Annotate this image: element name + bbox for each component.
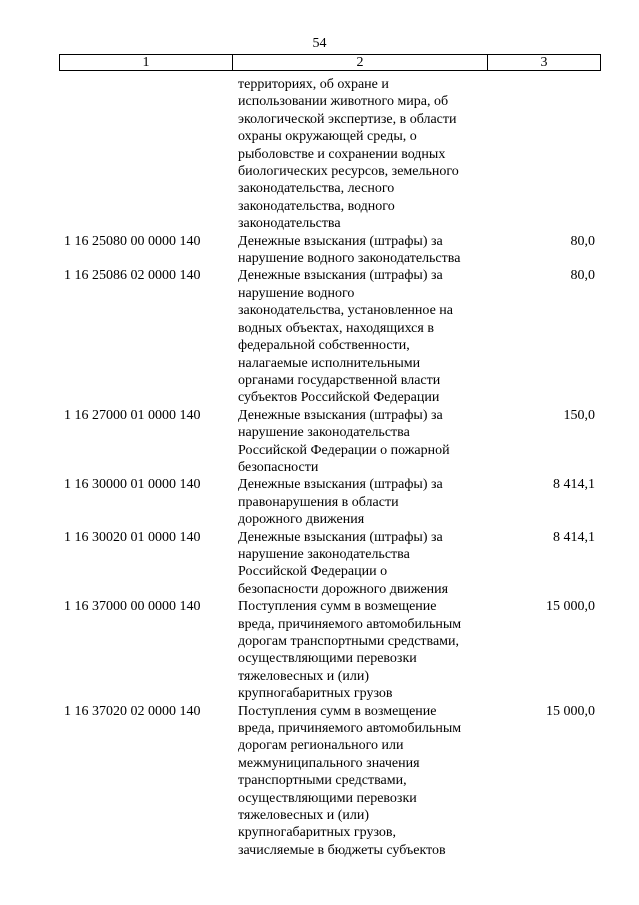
table-row (64, 703, 601, 860)
description-line: рыболовстве и сохранении водных (238, 146, 446, 162)
budget-code: 1 16 37020 02 0000 140 (64, 703, 201, 719)
amount: 15 000,0 (546, 703, 595, 719)
budget-code: 1 16 25086 02 0000 140 (64, 268, 201, 284)
description-line: биологических ресурсов, земельного (238, 164, 459, 180)
description-line: использовании животного мира, об (238, 94, 449, 110)
description-line: дорогам регионального или (238, 738, 404, 754)
description-line: федеральной собственности, (238, 338, 410, 354)
amount: 8 414,1 (553, 477, 595, 493)
revenue-description (238, 529, 491, 599)
description-line: нарушение законодательства (238, 546, 410, 562)
table-row (64, 529, 601, 599)
revenue-description (238, 267, 491, 406)
description-line: безопасности дорожного движения (238, 581, 449, 597)
budget-code (64, 76, 238, 233)
table-row (64, 76, 601, 233)
amount (491, 76, 595, 233)
description-line: Денежные взыскания (штрафы) за (238, 233, 443, 249)
header-column-1: 1 (60, 55, 233, 70)
description-line: субъектов Российской Федерации (238, 390, 440, 406)
description-line: вреда, причиняемого автомобильным (238, 721, 462, 737)
description-line: Денежные взыскания (штрафы) за (238, 529, 443, 545)
description-line: Поступления сумм в возмещение (238, 703, 437, 719)
revenue-description (238, 598, 491, 702)
table-row (64, 598, 601, 702)
description-line: нарушение водного (238, 285, 355, 301)
description-line: территориях, об охране и (238, 77, 389, 92)
description-line: зачисляемые в бюджеты субъектов (238, 842, 446, 858)
description-line: тяжеловесных и (или) (238, 808, 370, 824)
description-line: безопасности (238, 459, 319, 475)
description-line: законодательства, водного (238, 198, 395, 214)
description-line: осуществляющими перевозки (238, 651, 417, 667)
description-line: дорожного движения (238, 512, 365, 528)
description-line: Денежные взыскания (штрафы) за (238, 407, 443, 423)
description-line: налагаемые исполнительными (238, 355, 421, 371)
description-line: Поступления сумм в возмещение (238, 599, 437, 615)
table-row (64, 267, 601, 406)
amount: 15 000,0 (546, 599, 595, 615)
description-line: законодательства, лесного (238, 181, 395, 197)
description-line: законодательства, установленное на (238, 303, 453, 319)
description-line: нарушение законодательства (238, 425, 410, 441)
budget-code: 1 16 30020 01 0000 140 (64, 529, 201, 545)
revenue-description (238, 76, 491, 233)
description-line: осуществляющими перевозки (238, 790, 417, 806)
amount: 80,0 (570, 268, 595, 284)
table-row (64, 476, 601, 528)
description-line: межмуниципального значения (238, 755, 420, 771)
description-line: охраны окружающей среды, о (238, 129, 417, 145)
description-line: Российской Федерации о (238, 564, 388, 580)
table-header (59, 54, 601, 71)
description-line: крупногабаритных грузов (238, 686, 393, 702)
table-row (64, 233, 601, 268)
description-line: дорогам транспортными средствами, (238, 634, 460, 649)
revenue-description (238, 407, 491, 477)
description-line: законодательства (238, 216, 341, 232)
description-line: органами государственной власти (238, 372, 441, 388)
revenue-description (238, 703, 491, 860)
page-number: 54 (312, 36, 327, 51)
header-column-2: 2 (233, 55, 488, 70)
revenue-description (238, 476, 491, 528)
description-line: транспортными средствами, (238, 773, 407, 789)
description-line: вреда, причиняемого автомобильным (238, 616, 462, 632)
revenue-description (238, 233, 491, 268)
budget-code: 1 16 37000 00 0000 140 (64, 599, 201, 615)
budget-code: 1 16 30000 01 0000 140 (64, 477, 201, 493)
description-line: экологической экспертизе, в области (238, 111, 457, 127)
description-line: правонарушения в области (238, 494, 399, 510)
table-row (64, 407, 601, 477)
description-line: Денежные взыскания (штрафы) за (238, 268, 443, 284)
amount: 8 414,1 (553, 529, 595, 545)
budget-code: 1 16 25080 00 0000 140 (64, 233, 201, 249)
description-line: Денежные взыскания (штрафы) за (238, 477, 443, 493)
description-line: нарушение водного законодательства (238, 251, 461, 267)
table-body (64, 76, 601, 859)
description-line: Российской Федерации о пожарной (238, 442, 450, 458)
description-line: водных объектах, находящихся в (238, 320, 434, 336)
budget-code: 1 16 27000 01 0000 140 (64, 407, 201, 423)
description-line: тяжеловесных и (или) (238, 668, 370, 684)
amount: 80,0 (570, 233, 595, 249)
header-column-3: 3 (540, 55, 548, 70)
description-line: крупногабаритных грузов, (238, 825, 397, 841)
amount: 150,0 (563, 407, 595, 423)
